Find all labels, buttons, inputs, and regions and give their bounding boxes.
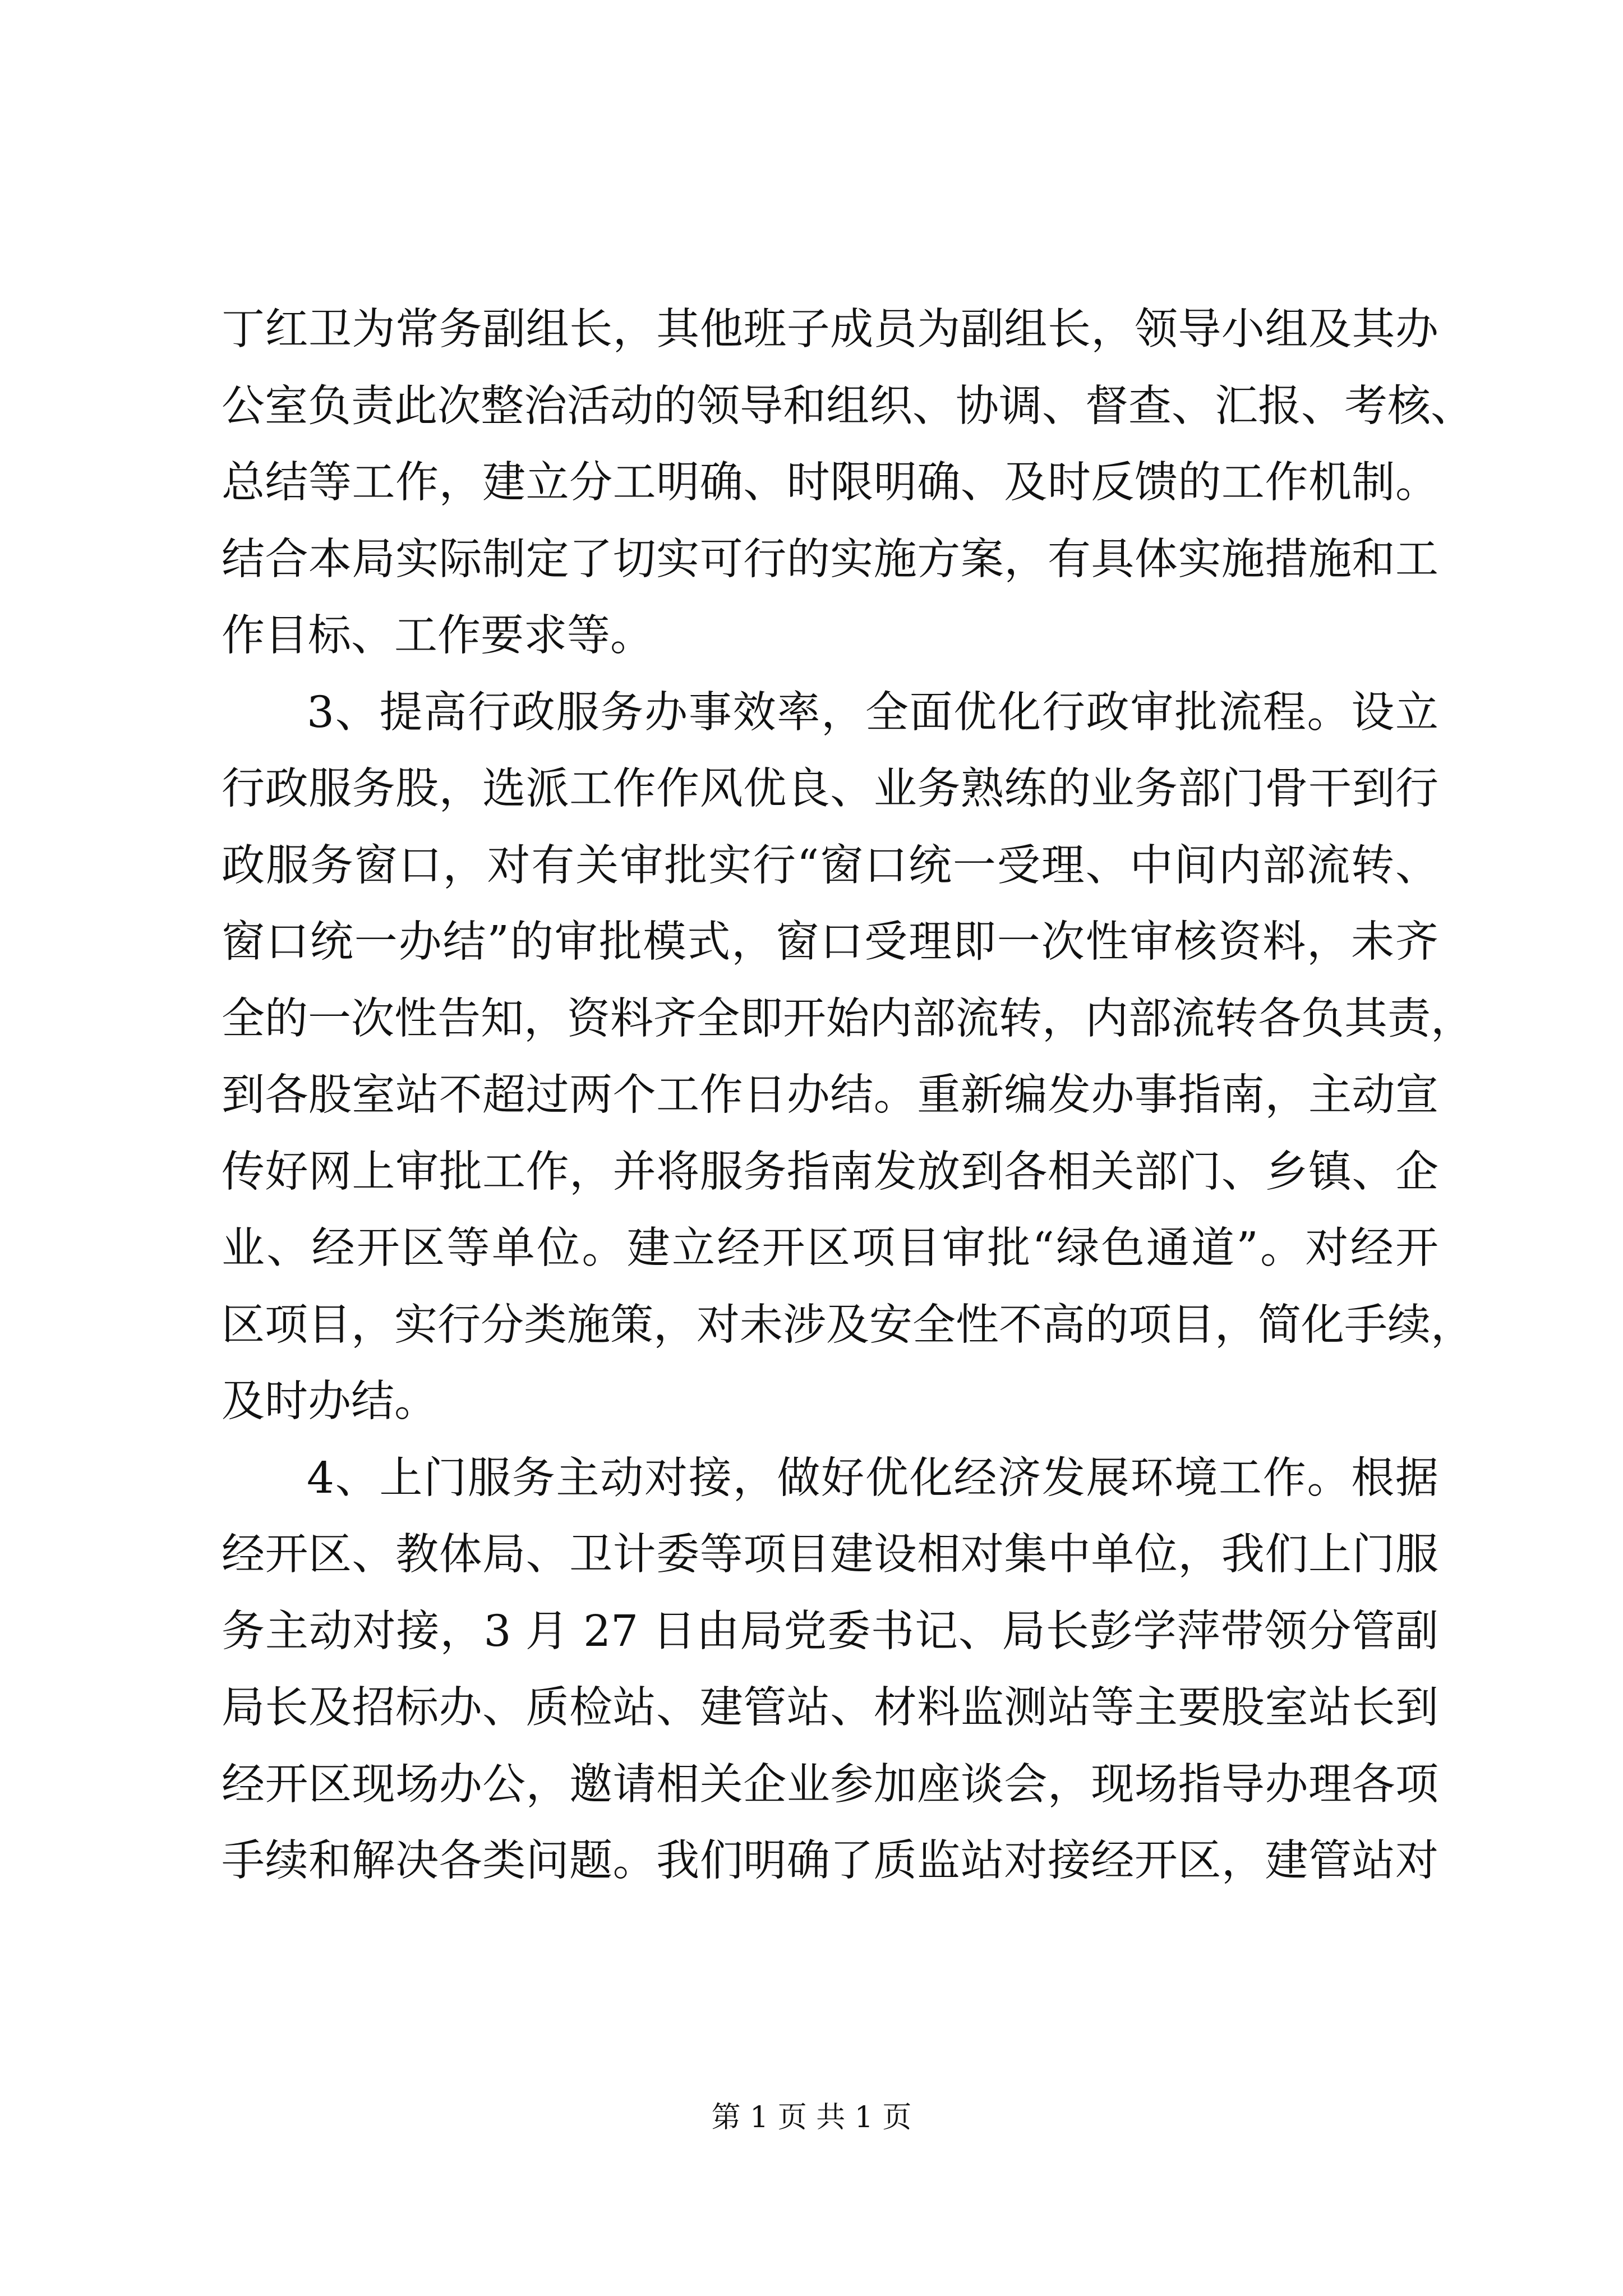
text-line: 业、经开区等单位。建立经开区项目审批“绿色通道”。对经开 [222, 1223, 1438, 1273]
text-line: 政服务窗口，对有关审批实行“窗口统一受理、中间内部流转、 [222, 840, 1438, 891]
document-body [222, 292, 1474, 1900]
text-line: 全的一次性告知，资料齐全即开始内部流转，内部流转各负其责， [222, 993, 1474, 1044]
text-line: 经开区现场办公，邀请相关企业参加座谈会，现场指导办理各项 [222, 1759, 1438, 1810]
paragraph-3-start: 3、提高行政服务办事效率，全面优化行政审批流程。设立 [307, 687, 1438, 738]
page-number-footer: 第 1 页 共 1 页 [711, 2101, 912, 2134]
text-line: 作目标、工作要求等。 [222, 611, 653, 661]
text-line: 传好网上审批工作，并将服务指南发放到各相关部门、乡镇、企 [222, 1147, 1438, 1197]
text-line: 总结等工作，建立分工明确、时限明确、及时反馈的工作机制。 [222, 458, 1438, 508]
text-line: 结合本局实际制定了切实可行的实施方案，有具体实施措施和工 [222, 534, 1438, 585]
paragraph-4-start: 4、上门服务主动对接，做好优化经济发展环境工作。根据 [307, 1453, 1438, 1503]
text-line: 行政服务股，选派工作作风优良、业务熟练的业务部门骨干到行 [222, 764, 1438, 814]
text-line: 务主动对接，3 月 27 日由局党委书记、局长彭学萍带领分管副 [222, 1606, 1438, 1657]
text-line: 经开区、教体局、卫计委等项目建设相对集中单位，我们上门服 [222, 1530, 1438, 1580]
text-line: 丁红卫为常务副组长，其他班子成员为副组长，领导小组及其办 [222, 305, 1438, 355]
text-line: 窗口统一办结”的审批模式，窗口受理即一次性审核资料，未齐 [222, 917, 1438, 967]
text-line: 手续和解决各类问题。我们明确了质监站对接经开区，建管站对 [222, 1836, 1438, 1886]
text-line: 公室负责此次整治活动的领导和组织、协调、督查、汇报、考核、 [222, 381, 1474, 431]
text-line: 局长及招标办、质检站、建管站、材料监测站等主要股室站长到 [222, 1683, 1438, 1733]
text-line: 到各股室站不超过两个工作日办结。重新编发办事指南，主动宣 [222, 1070, 1438, 1120]
text-line: 区项目，实行分类施策，对未涉及安全性不高的项目，简化手续， [222, 1300, 1474, 1350]
text-line: 及时办结。 [222, 1377, 437, 1427]
